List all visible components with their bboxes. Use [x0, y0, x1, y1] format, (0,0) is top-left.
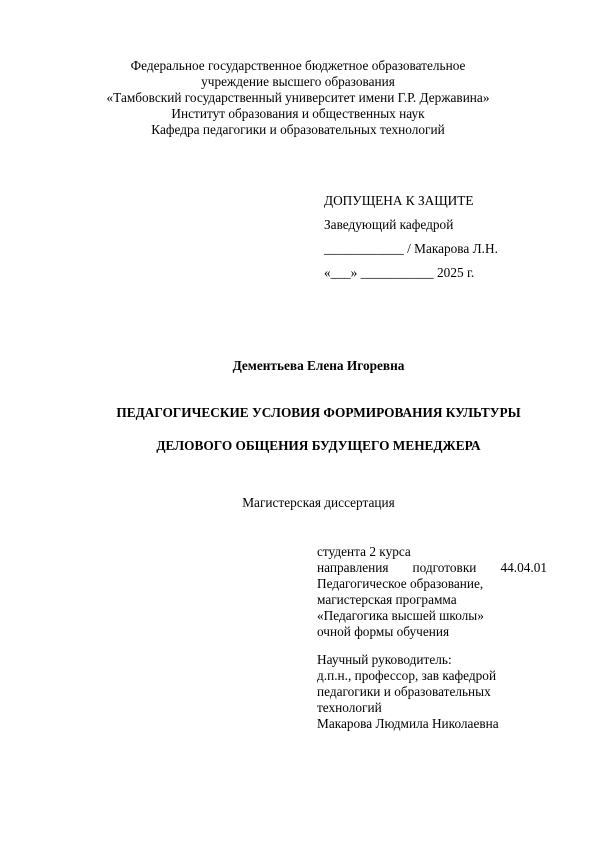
header-line-institute: Институт образования и общественных наук: [171, 106, 425, 121]
author-name: Дементьева Елена Игоревна: [232, 358, 405, 373]
supervisor-block: [317, 652, 499, 732]
student-direction-word-1: направления: [317, 560, 389, 575]
student-direction-word-2: подготовки: [412, 560, 477, 575]
institution-header: [0, 58, 595, 138]
student-course: студента 2 курса: [317, 544, 411, 559]
supervisor-name: Макарова Людмила Николаевна: [317, 716, 499, 731]
student-info-block: [317, 544, 547, 640]
supervisor-degree: д.п.н., профессор, зав кафедрой: [317, 668, 497, 683]
work-type: Магистерская диссертация: [242, 495, 395, 510]
student-program-name: «Педагогика высшей школы»: [317, 608, 484, 623]
header-line-institution-type: учреждение высшего образования: [201, 74, 395, 89]
thesis-title-line-1: ПЕДАГОГИЧЕСКИЕ УСЛОВИЯ ФОРМИРОВАНИЯ КУЛЬТУРЫ: [116, 405, 521, 420]
header-line-university: «Тамбовский государственный университет имени Г.Р. Державина»: [106, 90, 490, 105]
header-line-department: Кафедра педагогики и образовательных технологий: [151, 122, 445, 137]
student-field: Педагогическое образование,: [317, 576, 484, 591]
approval-signature-line: ____________ / Макарова Л.Н.: [324, 241, 498, 256]
student-program-label: магистерская программа: [317, 592, 457, 607]
header-line-ministry: Федеральное государственное бюджетное образовательное: [130, 58, 466, 73]
approval-heading: ДОПУЩЕНА К ЗАЩИТЕ: [324, 193, 474, 208]
approval-date-line: «___» ___________ 2025 г.: [324, 265, 475, 280]
approval-block: [324, 189, 498, 285]
supervisor-department-1: педагогики и образовательных: [317, 684, 491, 699]
approval-head-of-department: Заведующий кафедрой: [324, 217, 454, 232]
thesis-title-line-2: ДЕЛОВОГО ОБЩЕНИЯ БУДУЩЕГО МЕНЕДЖЕРА: [156, 438, 481, 453]
student-study-form: очной формы обучения: [317, 624, 450, 639]
student-direction-code: 44.04.01: [500, 560, 547, 575]
supervisor-label: Научный руководитель:: [317, 652, 452, 667]
supervisor-department-2: технологий: [317, 700, 382, 715]
student-direction-line: [317, 560, 547, 576]
